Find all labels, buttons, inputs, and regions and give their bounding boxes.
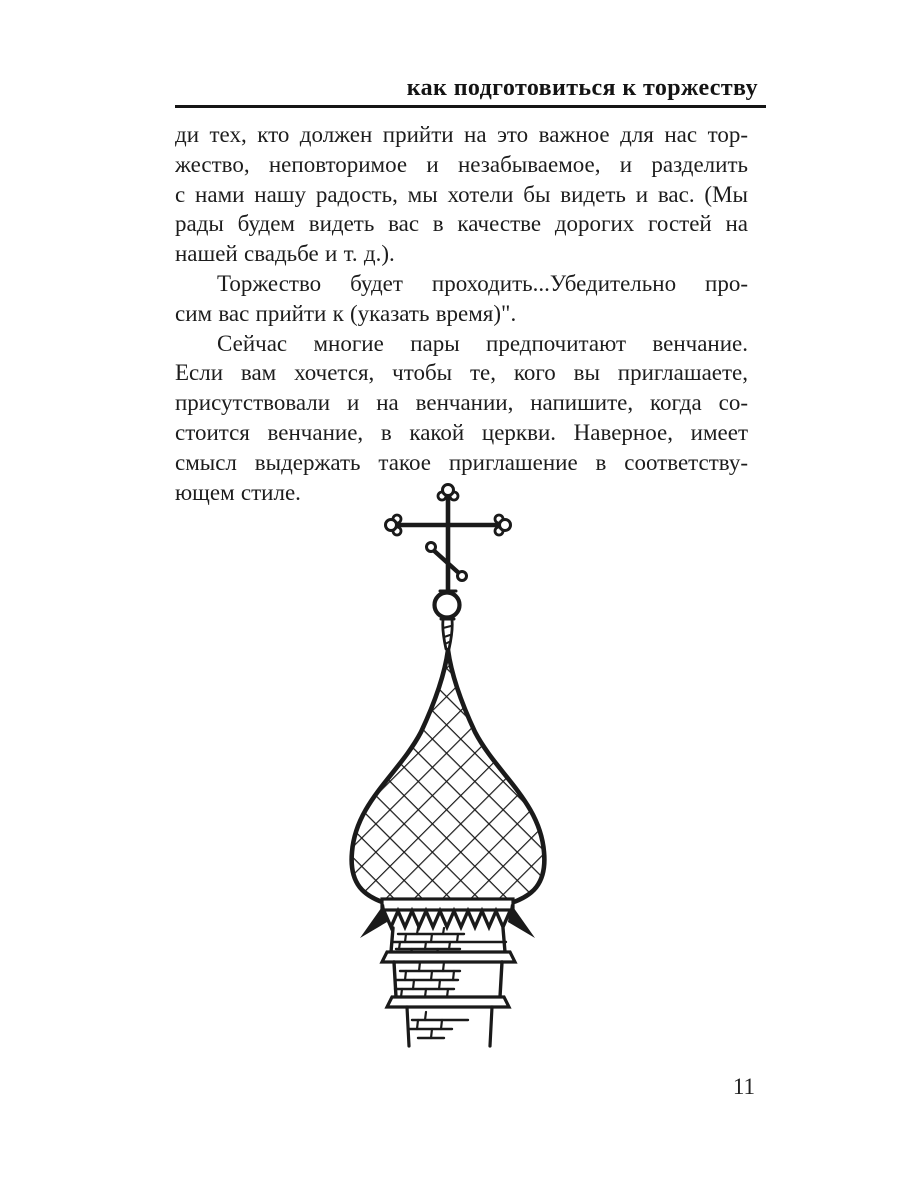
text-line: с нами нашу радость, мы хотели бы видеть и вас. (Мы [175, 181, 748, 207]
figure [346, 482, 552, 1066]
text-line: жество, неповторимое и незабываемое, и разделить [175, 151, 748, 177]
text-line: присутствовали и на венчании, напишите, когда со- [175, 390, 748, 416]
text-line: ющем стиле. [175, 479, 301, 505]
running-header [175, 74, 766, 108]
page-number: 11 [732, 1074, 755, 1099]
running-header-title: как подготовиться к торжеству [406, 75, 758, 101]
text-line: нашей свадьбе и т. д.). [175, 241, 395, 267]
body-text [175, 120, 748, 507]
text-line: смысл выдержать такое приглашение в соответству- [175, 449, 748, 475]
text-line: стоится венчание, в какой церкви. Наверное, имеет [175, 419, 748, 445]
text-line: Если вам хочется, чтобы те, кого вы приглашаете, [175, 360, 748, 386]
text-line: ди тех, кто должен прийти на это важное для нас тор- [175, 122, 748, 147]
text-line: рады будем видеть вас в качестве дорогих гостей на [175, 211, 748, 237]
onion-dome-cross-illustration [346, 482, 552, 1066]
text-line: Сейчас многие пары предпочитают венчание. [217, 330, 748, 356]
text-line: сим вас прийти к (указать время)". [175, 300, 517, 326]
text-line: Торжество будет проходить...Убедительно про- [217, 270, 748, 296]
